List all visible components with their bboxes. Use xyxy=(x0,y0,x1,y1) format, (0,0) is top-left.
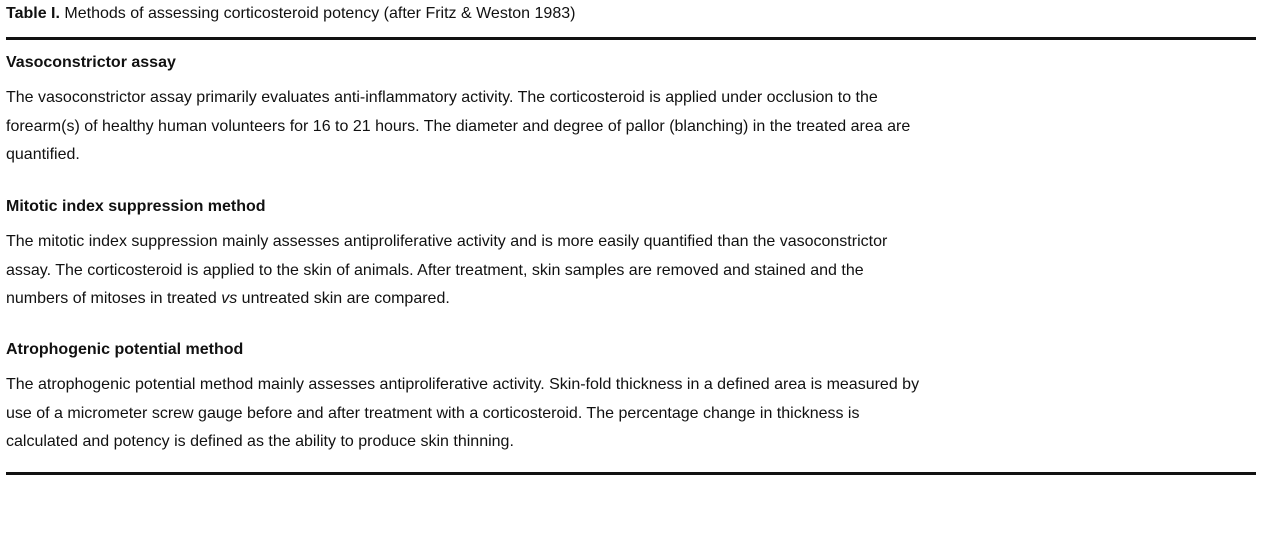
section-vasoconstrictor-assay xyxy=(6,53,1256,170)
body-line: quantified. xyxy=(6,146,80,163)
body-line xyxy=(6,285,1256,314)
body-line: The mitotic index suppression mainly assesses antiproliferative activity and is more easily quantified than the vasoconstrictor xyxy=(6,233,888,250)
section-heading: Mitotic index suppression method xyxy=(6,198,266,215)
body-line: The vasoconstrictor assay primarily evaluates anti-inflammatory activity. The corticosteroid is applied under occlusion to the xyxy=(6,89,878,106)
section-body xyxy=(6,228,1256,314)
section-mitotic-index-suppression xyxy=(6,197,1256,314)
section-atrophogenic-potential xyxy=(6,340,1256,457)
table-caption xyxy=(6,4,575,24)
body-line: assay. The corticosteroid is applied to the skin of animals. After treatment, skin samples are removed and stained and the xyxy=(6,261,864,279)
section-body xyxy=(6,371,1256,457)
section-body xyxy=(6,84,1256,170)
table-top-rule xyxy=(6,37,1256,40)
body-line: forearm(s) of healthy human volunteers for 16 to 21 hours. The diameter and degree of pallor (blanching) in the treated area are xyxy=(6,117,911,135)
section-heading: Vasoconstrictor assay xyxy=(6,54,176,71)
body-line-text: numbers of mitoses in treated xyxy=(6,290,222,307)
body-line: calculated and potency is defined as the ability to produce skin thinning. xyxy=(6,433,514,450)
table-caption-label: Table I. xyxy=(6,5,60,22)
body-line: use of a micrometer screw gauge before and after treatment with a corticosteroid. The percentage change in thickness is xyxy=(6,404,860,422)
body-line-italic: vs xyxy=(221,290,238,307)
body-line-text: untreated skin are compared. xyxy=(237,290,450,307)
section-heading: Atrophogenic potential method xyxy=(6,341,244,358)
table-bottom-rule xyxy=(6,472,1256,475)
body-line: The atrophogenic potential method mainly assesses antiproliferative activity. Skin-fold thickness in a defined area is measured by xyxy=(6,376,920,393)
table-caption-title: Methods of assessing corticosteroid potency (after Fritz & Weston 1983) xyxy=(64,5,576,22)
